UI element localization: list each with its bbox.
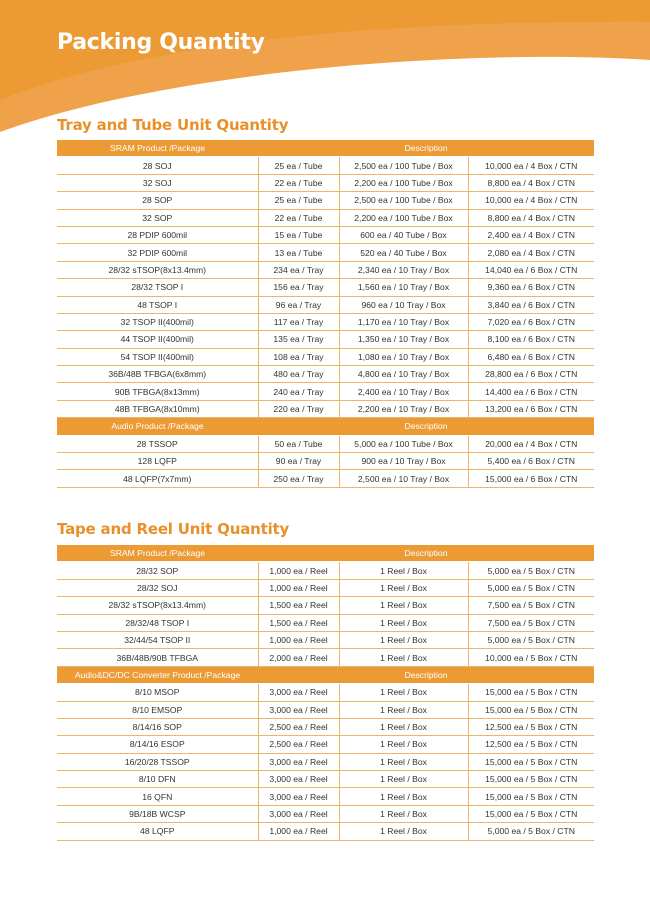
box-qty-cell: 1,170 ea / 10 Tray / Box: [339, 313, 468, 330]
section-title-tape-reel: Tape and Reel Unit Quantity: [57, 520, 290, 538]
group-header-row: [57, 545, 594, 562]
box-qty-cell: 1 Reel / Box: [339, 579, 468, 596]
package-cell: 28/32 TSOP I: [57, 279, 258, 296]
box-qty-cell: 600 ea / 40 Tube / Box: [339, 226, 468, 243]
table-row: [57, 579, 594, 596]
carton-qty-cell: 5,000 ea / 5 Box / CTN: [468, 562, 594, 579]
package-cell: 48B TFBGA(8x10mm): [57, 400, 258, 417]
group-description-label: Description: [258, 140, 594, 157]
carton-qty-cell: 8,100 ea / 6 Box / CTN: [468, 331, 594, 348]
box-qty-cell: 1 Reel / Box: [339, 631, 468, 648]
package-cell: 28/32 SOJ: [57, 579, 258, 596]
box-qty-cell: 1 Reel / Box: [339, 805, 468, 822]
box-qty-cell: 2,200 ea / 10 Tray / Box: [339, 400, 468, 417]
carton-qty-cell: 15,000 ea / 5 Box / CTN: [468, 771, 594, 788]
carton-qty-cell: 6,480 ea / 6 Box / CTN: [468, 348, 594, 365]
package-cell: 128 LQFP: [57, 453, 258, 470]
package-cell: 16 QFN: [57, 788, 258, 805]
unit-qty-cell: 3,000 ea / Reel: [258, 771, 339, 788]
carton-qty-cell: 15,000 ea / 5 Box / CTN: [468, 684, 594, 701]
group-description-label: Description: [258, 418, 594, 435]
unit-qty-cell: 117 ea / Tray: [258, 313, 339, 330]
box-qty-cell: 2,340 ea / 10 Tray / Box: [339, 261, 468, 278]
table-row: [57, 331, 594, 348]
box-qty-cell: 2,400 ea / 10 Tray / Box: [339, 383, 468, 400]
package-cell: 16/20/28 TSSOP: [57, 753, 258, 770]
unit-qty-cell: 3,000 ea / Reel: [258, 684, 339, 701]
carton-qty-cell: 10,000 ea / 4 Box / CTN: [468, 157, 594, 174]
table-row: [57, 244, 594, 261]
package-cell: 44 TSOP II(400mil): [57, 331, 258, 348]
group-header-label: SRAM Product /Package: [57, 140, 258, 157]
box-qty-cell: 960 ea / 10 Tray / Box: [339, 296, 468, 313]
table-row: [57, 383, 594, 400]
unit-qty-cell: 156 ea / Tray: [258, 279, 339, 296]
unit-qty-cell: 90 ea / Tray: [258, 453, 339, 470]
unit-qty-cell: 1,000 ea / Reel: [258, 579, 339, 596]
unit-qty-cell: 1,500 ea / Reel: [258, 597, 339, 614]
package-cell: 90B TFBGA(8x13mm): [57, 383, 258, 400]
package-cell: 8/14/16 SOP: [57, 718, 258, 735]
table-row: [57, 788, 594, 805]
table-row: [57, 157, 594, 174]
package-cell: 32/44/54 TSOP II: [57, 631, 258, 648]
unit-qty-cell: 234 ea / Tray: [258, 261, 339, 278]
package-cell: 48 LQFP(7x7mm): [57, 470, 258, 487]
carton-qty-cell: 5,000 ea / 5 Box / CTN: [468, 579, 594, 596]
box-qty-cell: 1 Reel / Box: [339, 788, 468, 805]
package-cell: 54 TSOP II(400mil): [57, 348, 258, 365]
group-description-label: Description: [258, 666, 594, 683]
group-header-row: [57, 666, 594, 683]
unit-qty-cell: 135 ea / Tray: [258, 331, 339, 348]
table-row: [57, 400, 594, 417]
group-header-label: SRAM Product /Package: [57, 545, 258, 562]
table-row: [57, 805, 594, 822]
unit-qty-cell: 250 ea / Tray: [258, 470, 339, 487]
carton-qty-cell: 7,020 ea / 6 Box / CTN: [468, 313, 594, 330]
carton-qty-cell: 5,000 ea / 5 Box / CTN: [468, 631, 594, 648]
unit-qty-cell: 220 ea / Tray: [258, 400, 339, 417]
table-row: [57, 470, 594, 487]
table-row: [57, 771, 594, 788]
unit-qty-cell: 1,500 ea / Reel: [258, 614, 339, 631]
tray-tube-table: [57, 140, 594, 488]
box-qty-cell: 1,560 ea / 10 Tray / Box: [339, 279, 468, 296]
carton-qty-cell: 10,000 ea / 5 Box / CTN: [468, 649, 594, 666]
unit-qty-cell: 15 ea / Tube: [258, 226, 339, 243]
box-qty-cell: 1 Reel / Box: [339, 649, 468, 666]
table-row: [57, 684, 594, 701]
carton-qty-cell: 8,800 ea / 4 Box / CTN: [468, 174, 594, 191]
package-cell: 28 TSSOP: [57, 435, 258, 452]
table-row: [57, 736, 594, 753]
unit-qty-cell: 2,000 ea / Reel: [258, 649, 339, 666]
box-qty-cell: 2,500 ea / 100 Tube / Box: [339, 192, 468, 209]
carton-qty-cell: 15,000 ea / 5 Box / CTN: [468, 805, 594, 822]
carton-qty-cell: 15,000 ea / 5 Box / CTN: [468, 753, 594, 770]
package-cell: 28/32 sTSOP(8x13.4mm): [57, 597, 258, 614]
carton-qty-cell: 8,800 ea / 4 Box / CTN: [468, 209, 594, 226]
table-row: [57, 279, 594, 296]
carton-qty-cell: 10,000 ea / 4 Box / CTN: [468, 192, 594, 209]
table-row: [57, 261, 594, 278]
table-row: [57, 718, 594, 735]
table-row: [57, 174, 594, 191]
package-cell: 36B/48B/90B TFBGA: [57, 649, 258, 666]
carton-qty-cell: 2,400 ea / 4 Box / CTN: [468, 226, 594, 243]
package-cell: 48 LQFP: [57, 823, 258, 840]
box-qty-cell: 5,000 ea / 100 Tube / Box: [339, 435, 468, 452]
unit-qty-cell: 3,000 ea / Reel: [258, 701, 339, 718]
group-header-row: [57, 418, 594, 435]
package-cell: 28 SOJ: [57, 157, 258, 174]
unit-qty-cell: 13 ea / Tube: [258, 244, 339, 261]
carton-qty-cell: 20,000 ea / 4 Box / CTN: [468, 435, 594, 452]
package-cell: 32 SOJ: [57, 174, 258, 191]
carton-qty-cell: 5,400 ea / 6 Box / CTN: [468, 453, 594, 470]
group-header-row: [57, 140, 594, 157]
table-row: [57, 631, 594, 648]
unit-qty-cell: 108 ea / Tray: [258, 348, 339, 365]
table-row: [57, 209, 594, 226]
table-row: [57, 649, 594, 666]
unit-qty-cell: 1,000 ea / Reel: [258, 631, 339, 648]
unit-qty-cell: 22 ea / Tube: [258, 209, 339, 226]
box-qty-cell: 2,200 ea / 100 Tube / Box: [339, 209, 468, 226]
unit-qty-cell: 1,000 ea / Reel: [258, 562, 339, 579]
package-cell: 36B/48B TFBGA(6x8mm): [57, 366, 258, 383]
carton-qty-cell: 3,840 ea / 6 Box / CTN: [468, 296, 594, 313]
group-header-label: Audio Product /Package: [57, 418, 258, 435]
box-qty-cell: 1 Reel / Box: [339, 753, 468, 770]
page-title: Packing Quantity: [57, 30, 265, 55]
box-qty-cell: 1 Reel / Box: [339, 771, 468, 788]
box-qty-cell: 900 ea / 10 Tray / Box: [339, 453, 468, 470]
unit-qty-cell: 2,500 ea / Reel: [258, 718, 339, 735]
table-row: [57, 348, 594, 365]
package-cell: 28/32 sTSOP(8x13.4mm): [57, 261, 258, 278]
package-cell: 8/10 DFN: [57, 771, 258, 788]
table-row: [57, 614, 594, 631]
unit-qty-cell: 3,000 ea / Reel: [258, 788, 339, 805]
carton-qty-cell: 15,000 ea / 5 Box / CTN: [468, 701, 594, 718]
carton-qty-cell: 28,800 ea / 6 Box / CTN: [468, 366, 594, 383]
package-cell: 9B/18B WCSP: [57, 805, 258, 822]
carton-qty-cell: 5,000 ea / 5 Box / CTN: [468, 823, 594, 840]
carton-qty-cell: 14,400 ea / 6 Box / CTN: [468, 383, 594, 400]
table-row: [57, 313, 594, 330]
carton-qty-cell: 7,500 ea / 5 Box / CTN: [468, 597, 594, 614]
box-qty-cell: 520 ea / 40 Tube / Box: [339, 244, 468, 261]
carton-qty-cell: 12,500 ea / 5 Box / CTN: [468, 718, 594, 735]
package-cell: 48 TSOP I: [57, 296, 258, 313]
unit-qty-cell: 96 ea / Tray: [258, 296, 339, 313]
box-qty-cell: 1 Reel / Box: [339, 614, 468, 631]
table-row: [57, 366, 594, 383]
table-row: [57, 701, 594, 718]
box-qty-cell: 1 Reel / Box: [339, 701, 468, 718]
unit-qty-cell: 25 ea / Tube: [258, 157, 339, 174]
table-row: [57, 226, 594, 243]
unit-qty-cell: 3,000 ea / Reel: [258, 805, 339, 822]
carton-qty-cell: 12,500 ea / 5 Box / CTN: [468, 736, 594, 753]
section-title-tray-tube: Tray and Tube Unit Quantity: [57, 116, 289, 134]
table-row: [57, 597, 594, 614]
unit-qty-cell: 25 ea / Tube: [258, 192, 339, 209]
table-row: [57, 192, 594, 209]
box-qty-cell: 1 Reel / Box: [339, 823, 468, 840]
box-qty-cell: 1 Reel / Box: [339, 684, 468, 701]
group-description-label: Description: [258, 545, 594, 562]
unit-qty-cell: 3,000 ea / Reel: [258, 753, 339, 770]
box-qty-cell: 2,500 ea / 100 Tube / Box: [339, 157, 468, 174]
package-cell: 8/14/16 ESOP: [57, 736, 258, 753]
table-row: [57, 823, 594, 840]
box-qty-cell: 1,350 ea / 10 Tray / Box: [339, 331, 468, 348]
package-cell: 32 SOP: [57, 209, 258, 226]
package-cell: 32 PDIP 600mil: [57, 244, 258, 261]
carton-qty-cell: 9,360 ea / 6 Box / CTN: [468, 279, 594, 296]
carton-qty-cell: 15,000 ea / 6 Box / CTN: [468, 470, 594, 487]
package-cell: 8/10 EMSOP: [57, 701, 258, 718]
unit-qty-cell: 50 ea / Tube: [258, 435, 339, 452]
carton-qty-cell: 2,080 ea / 4 Box / CTN: [468, 244, 594, 261]
package-cell: 28/32/48 TSOP I: [57, 614, 258, 631]
unit-qty-cell: 240 ea / Tray: [258, 383, 339, 400]
carton-qty-cell: 15,000 ea / 5 Box / CTN: [468, 788, 594, 805]
table-row: [57, 435, 594, 452]
box-qty-cell: 1 Reel / Box: [339, 718, 468, 735]
carton-qty-cell: 13,200 ea / 6 Box / CTN: [468, 400, 594, 417]
unit-qty-cell: 480 ea / Tray: [258, 366, 339, 383]
carton-qty-cell: 14,040 ea / 6 Box / CTN: [468, 261, 594, 278]
table-row: [57, 453, 594, 470]
table-row: [57, 753, 594, 770]
package-cell: 28 SOP: [57, 192, 258, 209]
box-qty-cell: 1 Reel / Box: [339, 597, 468, 614]
unit-qty-cell: 2,500 ea / Reel: [258, 736, 339, 753]
group-header-label: Audio&DC/DC Converter Product /Package: [57, 666, 258, 683]
box-qty-cell: 1,080 ea / 10 Tray / Box: [339, 348, 468, 365]
table-row: [57, 562, 594, 579]
box-qty-cell: 2,200 ea / 100 Tube / Box: [339, 174, 468, 191]
box-qty-cell: 1 Reel / Box: [339, 562, 468, 579]
box-qty-cell: 4,800 ea / 10 Tray / Box: [339, 366, 468, 383]
package-cell: 32 TSOP II(400mil): [57, 313, 258, 330]
box-qty-cell: 1 Reel / Box: [339, 736, 468, 753]
table-row: [57, 296, 594, 313]
carton-qty-cell: 7,500 ea / 5 Box / CTN: [468, 614, 594, 631]
unit-qty-cell: 22 ea / Tube: [258, 174, 339, 191]
package-cell: 28/32 SOP: [57, 562, 258, 579]
box-qty-cell: 2,500 ea / 10 Tray / Box: [339, 470, 468, 487]
tape-reel-table: [57, 545, 594, 841]
package-cell: 28 PDIP 600mil: [57, 226, 258, 243]
package-cell: 8/10 MSOP: [57, 684, 258, 701]
unit-qty-cell: 1,000 ea / Reel: [258, 823, 339, 840]
